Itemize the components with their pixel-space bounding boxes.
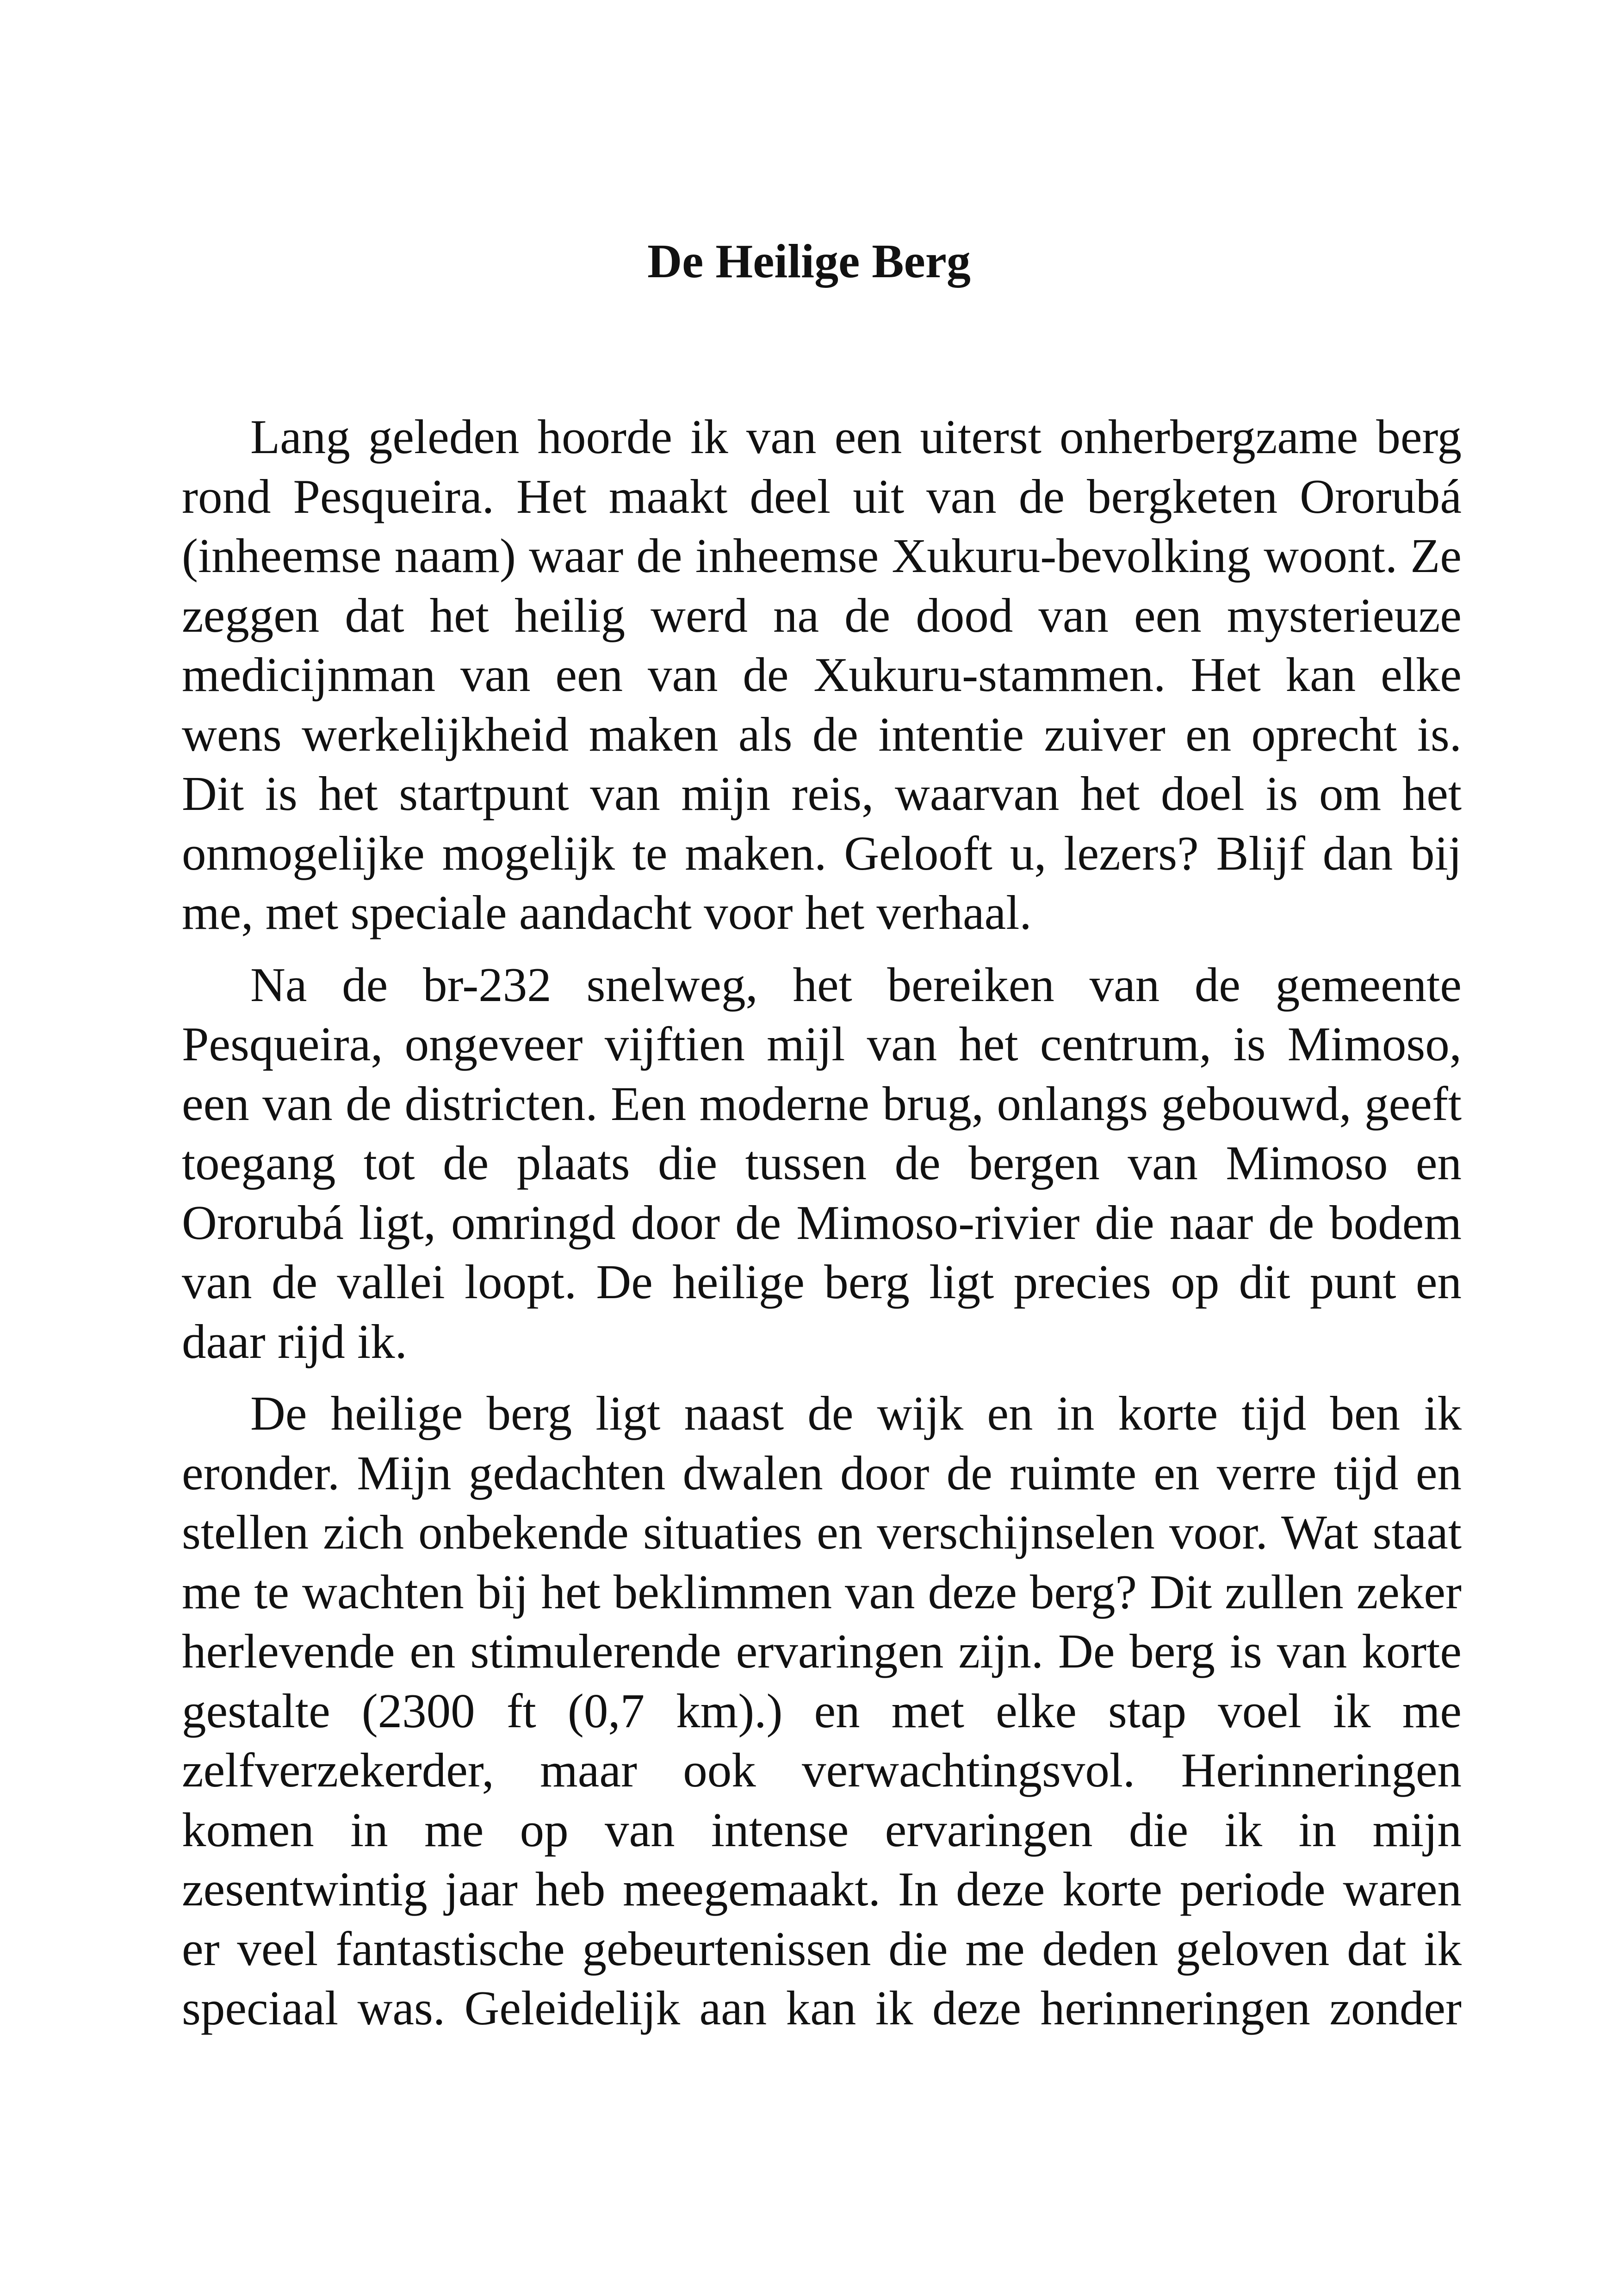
paragraph-2: Na de br-232 snelweg, het bereiken van de gemeente Pesqueira, ongeveer vijftien mijl van het centrum, is Mimoso, een van de districten. Een moderne brug, onlangs gebouwd, geeft toegang tot de plaats die tussen de bergen van Mimoso en Ororubá ligt, omringd door de Mimoso-rivier die naar de bodem van de vallei loopt. De heilige berg ligt precies op dit punt en daar rijd ik. — [182, 957, 1462, 1369]
chapter-title: De Heilige Berg — [647, 235, 971, 288]
paragraph-1: Lang geleden hoorde ik van een uiterst onherbergzame berg rond Pesqueira. Het maakt deel uit van de bergketen Ororubá (inheemse naam) waar de inheemse Xukuru-bevolking woont. Ze zeggen dat het heilig werd na de dood van een mysterieuze medicijnman van een van de Xukuru-stammen. Het kan elke wens werkelijkheid maken als de intentie zuiver en oprecht is. Dit is het startpunt van mijn reis, waarvan het doel is om het onmogelijke mogelijk te maken. Gelooft u, lezers? Blijf dan bij me, met speciale aandacht voor het verhaal. — [182, 410, 1462, 940]
chapter-body — [182, 407, 1462, 2051]
paragraph-3: De heilige berg ligt naast de wijk en in korte tijd ben ik eronder. Mijn gedachten dwalen door de ruimte en verre tijd en stellen zich onbekende situaties en verschijnselen voor. Wat staat me te wachten bij het beklimmen van deze berg? Dit zullen zeker herlevende en stimulerende ervaringen zijn. De berg is van korte gestalte (2300 ft (0,7 km).) en met elke stap voel ik me zelfverzekerder, maar ook verwachtingsvol. Herinneringen komen in me op van intense ervaringen die ik in mijn zesentwintig jaar heb meegemaakt. In deze korte periode waren er veel fantastische gebeurtenissen die me deden geloven dat ik speciaal was. Geleidelijk aan kan ik deze herinneringen zonder — [182, 1386, 1462, 2035]
